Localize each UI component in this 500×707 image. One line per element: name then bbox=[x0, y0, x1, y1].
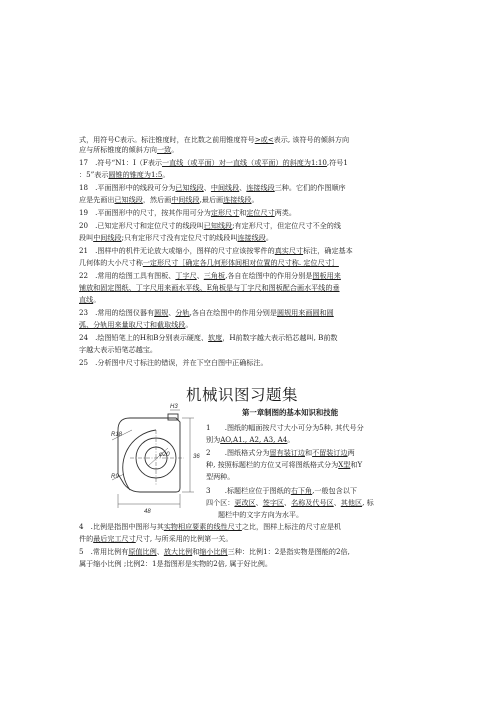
right-item-1-line-2: 别为AO,A1., A2, A3, A4。 bbox=[206, 435, 295, 444]
item-25: 25 .分析图中尺寸标注的错误，并在下空白图中正确标注。 bbox=[79, 358, 268, 367]
label-r18: R18 bbox=[111, 432, 123, 438]
item-17-line-2: ：5”表示圆锥的锥度为1:5。 bbox=[79, 170, 170, 179]
technical-drawing bbox=[110, 400, 206, 516]
item-22-line-3: 直线。 bbox=[79, 295, 101, 304]
item-23-line-2: 弧、分轨用来量取尺寸和截取线段。 bbox=[79, 320, 193, 329]
document-title: 机械识图习题集 bbox=[186, 386, 299, 404]
label-r9: R9 bbox=[111, 474, 119, 480]
item-24-line-2: 字越大表示铅笔芯越宝。 bbox=[79, 345, 158, 354]
item-21-line-2: 几何体的大小尺寸称一定形尺寸［确定各几何形体间相对位置的尺寸称. 定位尺寸］ bbox=[79, 258, 339, 267]
item-17-line-1: 17 .符号“N1：I（F表示一直线（或平面）对一直线（或平面）的斜度为1:10,符号1 bbox=[79, 158, 348, 167]
item-4-line-1: 4 .比例是指图中图形与其实物相应要素的线性尺寸之比，图样上标注的尺寸应是机 bbox=[79, 522, 342, 531]
item-22-line-1: 22 .常用的绘图工具有图板、丁字尺、三角板,各自在绘图中的作用分别是图板用来 bbox=[79, 271, 341, 280]
right-item-1-line-1: 1 .图纸的幅面按尺寸大小可分为5种, 其代号分 bbox=[206, 423, 364, 432]
item-18-line-2: 应是先画出已知线段，然后画中间线段,最后画连接线段。 bbox=[79, 195, 259, 204]
item-5-line-2: 属于缩小比例 ;比例2：1是指图形是实物的2倍, 属于好比例。 bbox=[79, 559, 272, 568]
item-20-line-1: 20 .已知定形尺寸和定位尺寸的线段叫已知线段;有定形尺寸，但定位尺寸不全的线 bbox=[79, 221, 341, 230]
part-outline bbox=[118, 418, 180, 492]
item-22-line-2: 铺放和固定图纸、丁字尺用来画水平线、E角板是与丁字尺和图板配合画水平线的垂 bbox=[79, 283, 340, 292]
right-item-3-line-3: 题栏中的文字方向为水平。 bbox=[218, 510, 304, 519]
item-18-line-1: 18 .平面图形中的线段可分为已知线段、中间线段、连接线段三种。它们的作图顺序 bbox=[79, 183, 346, 192]
item-23-line-1: 23 .常用的绘图仪器有圆规、分轨,各自在绘图中的作用分别是圆规用来画圆和圆 bbox=[79, 308, 334, 317]
label-phi20: φ20 bbox=[159, 452, 170, 458]
label-h3: H3 bbox=[170, 404, 178, 410]
item-21-line-1: 21 .图样中的机件无论放大或缩小，图样的尺寸应该按零件的真实尺寸标注，确定基本 bbox=[79, 246, 353, 255]
right-item-3-line-2: 四个区：更改区、签字区、名称及代号区、其他区, 标 bbox=[206, 498, 374, 507]
label-48: 48 bbox=[144, 509, 151, 515]
item-19: 19 .平面图形中的尺寸，按其作用可分为定形尺寸和定位尺寸两类。 bbox=[79, 208, 296, 217]
text-line-1: 式，用符号C表示。标注锥度时，在比数之前用锥度符号>或<表示, 该符号的倾斜方向 bbox=[79, 135, 350, 144]
item-20-line-2: 段叫中间线段;只有定形尺寸没有定位尺寸的线段叫连接线段。 bbox=[79, 233, 273, 242]
item-4-line-2: 件的最后完工尺寸尺寸, 与所采用的比例第一关。 bbox=[79, 534, 233, 543]
right-item-2-line-3: 型两种。 bbox=[206, 472, 235, 481]
item-24-line-1: 24 .绘图铅笔上的H和B分别表示硬度、软度，H前数字越大表示铅芯越叫, B前数 bbox=[79, 333, 338, 342]
chapter-heading: 第一章制图的基本知识和技能 bbox=[242, 408, 339, 417]
text-line-2: 应与所标锥度的倾斜方向一致。 bbox=[79, 145, 179, 154]
label-36: 36 bbox=[193, 454, 200, 460]
item-5-line-1: 5 .常用比例有原值比例、放大比例和缩小比例三种：比例1：2是指实物是图能的2倍, bbox=[79, 547, 350, 556]
right-item-2-line-2: 种, 按照标题栏的方位又可将图纸格式分为X型和Y bbox=[206, 460, 363, 469]
right-item-2-line-1: 2 .图纸格式分为留有装订边和不留装订边两 bbox=[206, 448, 355, 457]
right-item-3-line-1: 3 .标题栏应位于图纸的右下角,一般包含以下 bbox=[206, 486, 357, 495]
